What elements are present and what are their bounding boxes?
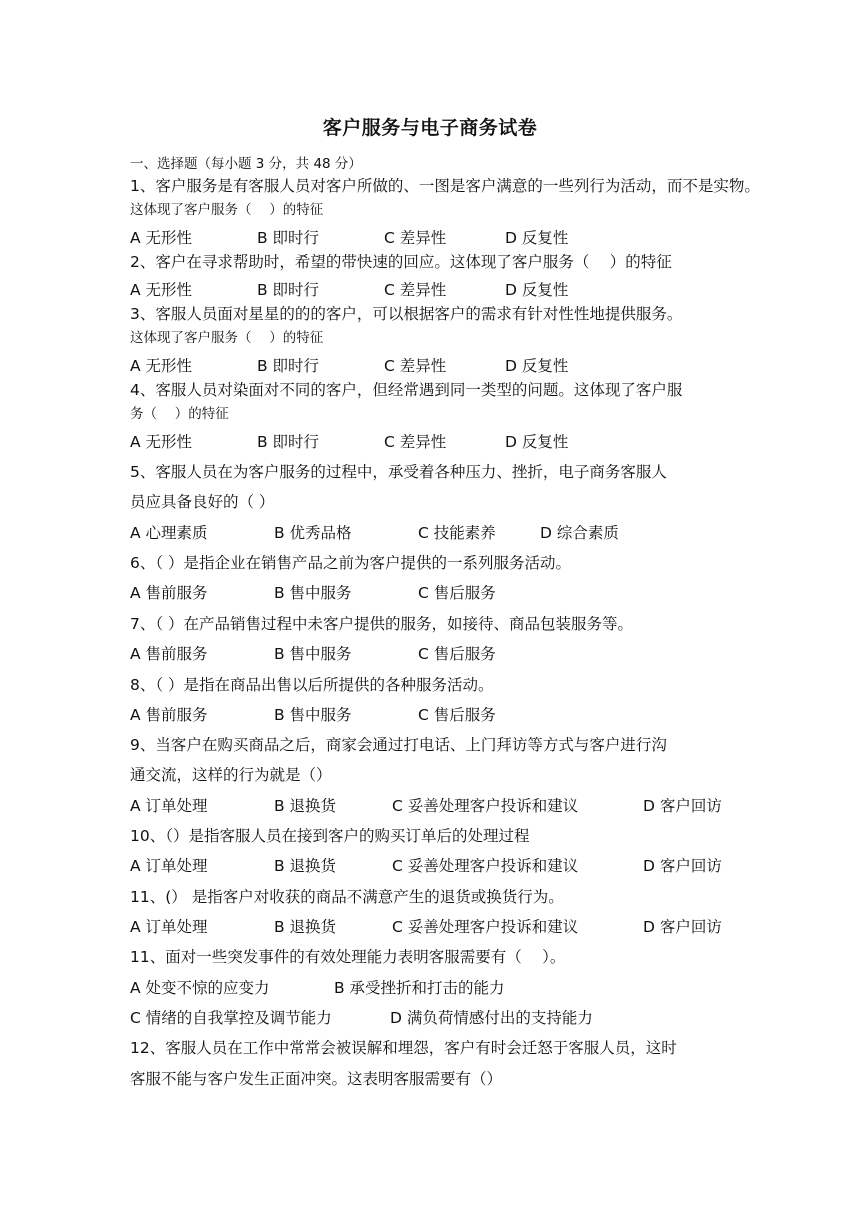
question-3-option-b: B 即时行 <box>257 357 320 375</box>
question-3-option-c: C 差异性 <box>384 357 447 375</box>
question-1-option-a: A 无形性 <box>130 229 193 247</box>
question-8-option-c: C 售后服务 <box>418 706 496 724</box>
question-9-line-2: 通交流，这样的行为就是（） <box>130 766 332 784</box>
question-11b-option-a: A 处变不惊的应变力 <box>130 979 270 997</box>
question-8-option-b: B 售中服务 <box>274 706 352 724</box>
question-11a-option-b: B 退换货 <box>274 918 337 936</box>
question-9-option-a: A 订单处理 <box>130 797 208 815</box>
question-12-line-2: 客服不能与客户发生正面冲突。这表明客服需要有（） <box>130 1070 503 1088</box>
question-4-option-c: C 差异性 <box>384 433 447 451</box>
question-2-option-a: A 无形性 <box>130 281 193 299</box>
question-6-line-1: 6、（ ）是指企业在销售产品之前为客户提供的一系列服务活动。 <box>130 554 572 572</box>
question-10-option-d: D 客户回访 <box>643 857 722 875</box>
question-3-option-d: D 反复性 <box>505 357 569 375</box>
question-9-option-d: D 客户回访 <box>643 797 722 815</box>
question-2-option-d: D 反复性 <box>505 281 569 299</box>
question-11a-line-1: 11、(） 是指客户对收获的商品不满意产生的退货或换货行为。 <box>130 888 564 906</box>
question-3-line-2: 这体现了客户服务（ ）的特征 <box>130 330 324 346</box>
question-11a-option-d: D 客户回访 <box>643 918 722 936</box>
question-11b-option-b: B 承受挫折和打击的能力 <box>334 979 505 997</box>
question-5-option-d: D 综合素质 <box>540 524 619 542</box>
question-11a-option-a: A 订单处理 <box>130 918 208 936</box>
question-2-option-b: B 即时行 <box>257 281 320 299</box>
question-6-option-c: C 售后服务 <box>418 584 496 602</box>
question-9-line-1: 9、当客户在购买商品之后，商家会通过打电话、上门拜访等方式与客户进行沟 <box>130 736 667 754</box>
question-1-option-d: D 反复性 <box>505 229 569 247</box>
question-5-option-a: A 心理素质 <box>130 524 208 542</box>
question-7-option-b: B 售中服务 <box>274 645 352 663</box>
question-10-option-c: C 妥善处理客户投诉和建议 <box>392 857 579 875</box>
question-4-option-d: D 反复性 <box>505 433 569 451</box>
question-1-line-1: 1、客户服务是有客服人员对客户所做的、一图是客户满意的一些列行为活动，而不是实物。 <box>130 177 760 195</box>
question-10-line-1: 10、（）是指客服人员在接到客户的购买订单后的处理过程 <box>130 827 530 845</box>
question-5-line-2: 员应具备良好的（ ） <box>130 493 275 511</box>
question-11b-option-c: C 情绪的自我掌控及调节能力 <box>130 1009 332 1027</box>
question-1-line-2: 这体现了客户服务（ ）的特征 <box>130 202 324 218</box>
question-4-line-2: 务（ ）的特征 <box>130 406 229 422</box>
question-1-option-b: B 即时行 <box>257 229 320 247</box>
question-6-option-b: B 售中服务 <box>274 584 352 602</box>
question-6-option-a: A 售前服务 <box>130 584 208 602</box>
question-7-option-c: C 售后服务 <box>418 645 496 663</box>
question-5-option-b: B 优秀品格 <box>274 524 352 542</box>
question-2-line-1: 2、客户在寻求帮助时，希望的带快速的回应。这体现了客户服务（ ）的特征 <box>130 253 672 271</box>
question-7-line-1: 7、（ ）在产品销售过程中未客户提供的服务，如接待、商品包装服务等。 <box>130 615 634 633</box>
question-7-option-a: A 售前服务 <box>130 645 208 663</box>
question-9-option-c: C 妥善处理客户投诉和建议 <box>392 797 579 815</box>
exam-title: 客户服务与电子商务试卷 <box>322 117 538 139</box>
section-heading: 一、选择题（每小题 3 分，共 48 分） <box>130 156 362 172</box>
question-10-option-b: B 退换货 <box>274 857 337 875</box>
question-4-option-b: B 即时行 <box>257 433 320 451</box>
question-1-option-c: C 差异性 <box>384 229 447 247</box>
question-9-option-b: B 退换货 <box>274 797 337 815</box>
question-5-line-1: 5、客服人员在为客户服务的过程中，承受着各种压力、挫折，电子商务客服人 <box>130 463 667 481</box>
question-11a-option-c: C 妥善处理客户投诉和建议 <box>392 918 579 936</box>
question-4-option-a: A 无形性 <box>130 433 193 451</box>
question-5-option-c: C 技能素养 <box>418 524 496 542</box>
question-12-line-1: 12、客服人员在工作中常常会被误解和埋怨，客户有时会迁怒于客服人员，这时 <box>130 1039 677 1057</box>
question-8-option-a: A 售前服务 <box>130 706 208 724</box>
question-4-line-1: 4、客服人员对染面对不同的客户，但经常遇到同一类型的问题。这体现了客户服 <box>130 381 683 399</box>
question-11b-option-d: D 满负荷情感付出的支持能力 <box>390 1009 593 1027</box>
question-2-option-c: C 差异性 <box>384 281 447 299</box>
question-11b-line-1: 11、面对一些突发事件的有效处理能力表明客服需要有（ ）。 <box>130 948 566 966</box>
question-10-option-a: A 订单处理 <box>130 857 208 875</box>
question-8-line-1: 8、（ ）是指在商品出售以后所提供的各种服务活动。 <box>130 676 494 694</box>
question-3-line-1: 3、客服人员面对星星的的的客户，可以根据客户的需求有针对性性地提供服务。 <box>130 305 683 323</box>
question-3-option-a: A 无形性 <box>130 357 193 375</box>
